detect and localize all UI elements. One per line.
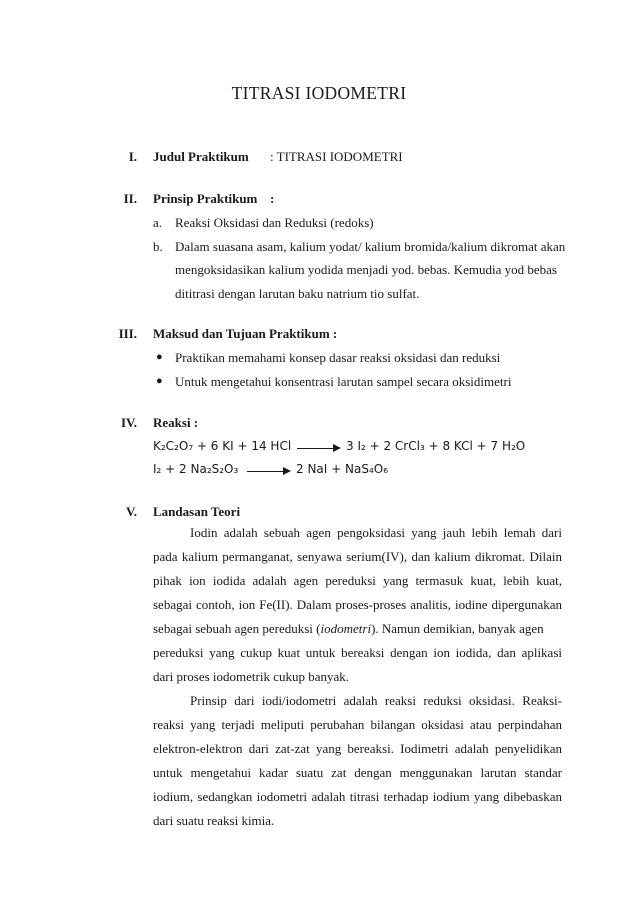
iodometri-term: iodometri xyxy=(320,621,372,636)
theory-p1-line-6: pereduksi yang cukup kuat untuk bereaksi dengan ion iodida, dan aplikasi xyxy=(153,645,562,660)
principle-item-b-line-2: mengoksidasikan kalium yodida menjadi yod. bebas. Kemudia yod bebas xyxy=(175,262,557,277)
reaction-arrow-icon xyxy=(297,440,341,456)
theory-p2-line-6: dari suatu reaksi kimia. xyxy=(153,813,275,828)
reaction-2-products: 2 NaI + NaS₄O₆ xyxy=(296,462,389,476)
theory-p2-line-1: Prinsip dari iodi/iodometri adalah reaksi reduksi oksidasi. Reaksi- xyxy=(190,693,562,708)
bullet-icon: ● xyxy=(156,375,163,387)
section-3-label: Maksud dan Tujuan Praktikum : xyxy=(153,326,338,341)
theory-p1-line-5-end: ). Namun demikian, banyak agen xyxy=(371,621,544,636)
list-marker-a: a. xyxy=(153,215,163,230)
reaction-2-reactants: I₂ + 2 Na₂S₂O₃ xyxy=(153,462,239,476)
principle-item-b-line-3: dititrasi dengan larutan baku natrium tio sulfat. xyxy=(175,286,420,301)
reaction-arrow-icon xyxy=(247,463,291,479)
section-1-number: I. xyxy=(128,149,137,164)
list-marker-b: b. xyxy=(153,239,163,254)
document-title: TITRASI IODOMETRI xyxy=(231,83,407,103)
reaction-1-reactants: K₂C₂O₇ + 6 KI + 14 HCl xyxy=(153,439,292,453)
theory-p1-line-5 xyxy=(153,621,562,637)
theory-p1-line-7: dari proses iodometrik cukup banyak. xyxy=(153,669,350,684)
section-5-label: Landasan Teori xyxy=(153,504,241,519)
section-4-label: Reaksi : xyxy=(153,415,199,430)
section-4-number: IV. xyxy=(120,415,137,430)
theory-p2-line-4: untuk mengetahui kadar suatu zat dengan menggunakan larutan standar xyxy=(153,765,562,780)
section-2-number: II. xyxy=(123,191,137,206)
section-5-number: V. xyxy=(126,504,137,519)
section-2-colon: : xyxy=(270,191,275,206)
theory-p1-line-4: sebagai contoh, ion Fe(II). Dalam proses-proses analitis, iodine dipergunakan xyxy=(153,597,562,612)
principle-item-a: Reaksi Oksidasi dan Reduksi (redoks) xyxy=(175,215,374,230)
principle-item-b-line-1: Dalam suasana asam, kalium yodat/ kalium bromida/kalium dikromat akan xyxy=(175,239,566,254)
objective-item-1: Praktikan memahami konsep dasar reaksi oksidasi dan reduksi xyxy=(175,350,501,365)
reaction-1-products: 3 I₂ + 2 CrCl₃ + 8 KCl + 7 H₂O xyxy=(346,439,526,453)
theory-p1-line-5-start: sebagai sebuah agen pereduksi ( xyxy=(153,621,321,636)
theory-p1-line-3: pihak ion iodida adalah agen pereduksi yang termasuk kuat, lebih kuat, xyxy=(153,573,562,588)
section-1-value: : TITRASI IODOMETRI xyxy=(270,149,403,164)
theory-p2-line-5: iodium, sedangkan iodometri adalah titrasi terhadap iodium yang dibebaskan xyxy=(153,789,562,804)
section-2-label: Prinsip Praktikum xyxy=(153,191,258,206)
theory-p1-line-2: pada kalium permanganat, senyawa serium(IV), dan kalium dikromat. Dilain xyxy=(153,549,562,564)
theory-p2-line-3: elektron-elektron dari zat-zat yang bereaksi. Iodimetri adalah penyelidikan xyxy=(153,741,562,756)
bullet-icon: ● xyxy=(156,351,163,363)
section-1-label: Judul Praktikum xyxy=(153,149,249,164)
theory-p2-line-2: reaksi yang terjadi meliputi perubahan bilangan oksidasi atau perpindahan xyxy=(153,717,562,732)
section-3-number: III. xyxy=(118,326,137,341)
objective-item-2: Untuk mengetahui konsentrasi larutan sampel secara oksidimetri xyxy=(175,374,512,389)
theory-p1-line-1: Iodin adalah sebuah agen pengoksidasi yang jauh lebih lemah dari xyxy=(190,525,562,540)
